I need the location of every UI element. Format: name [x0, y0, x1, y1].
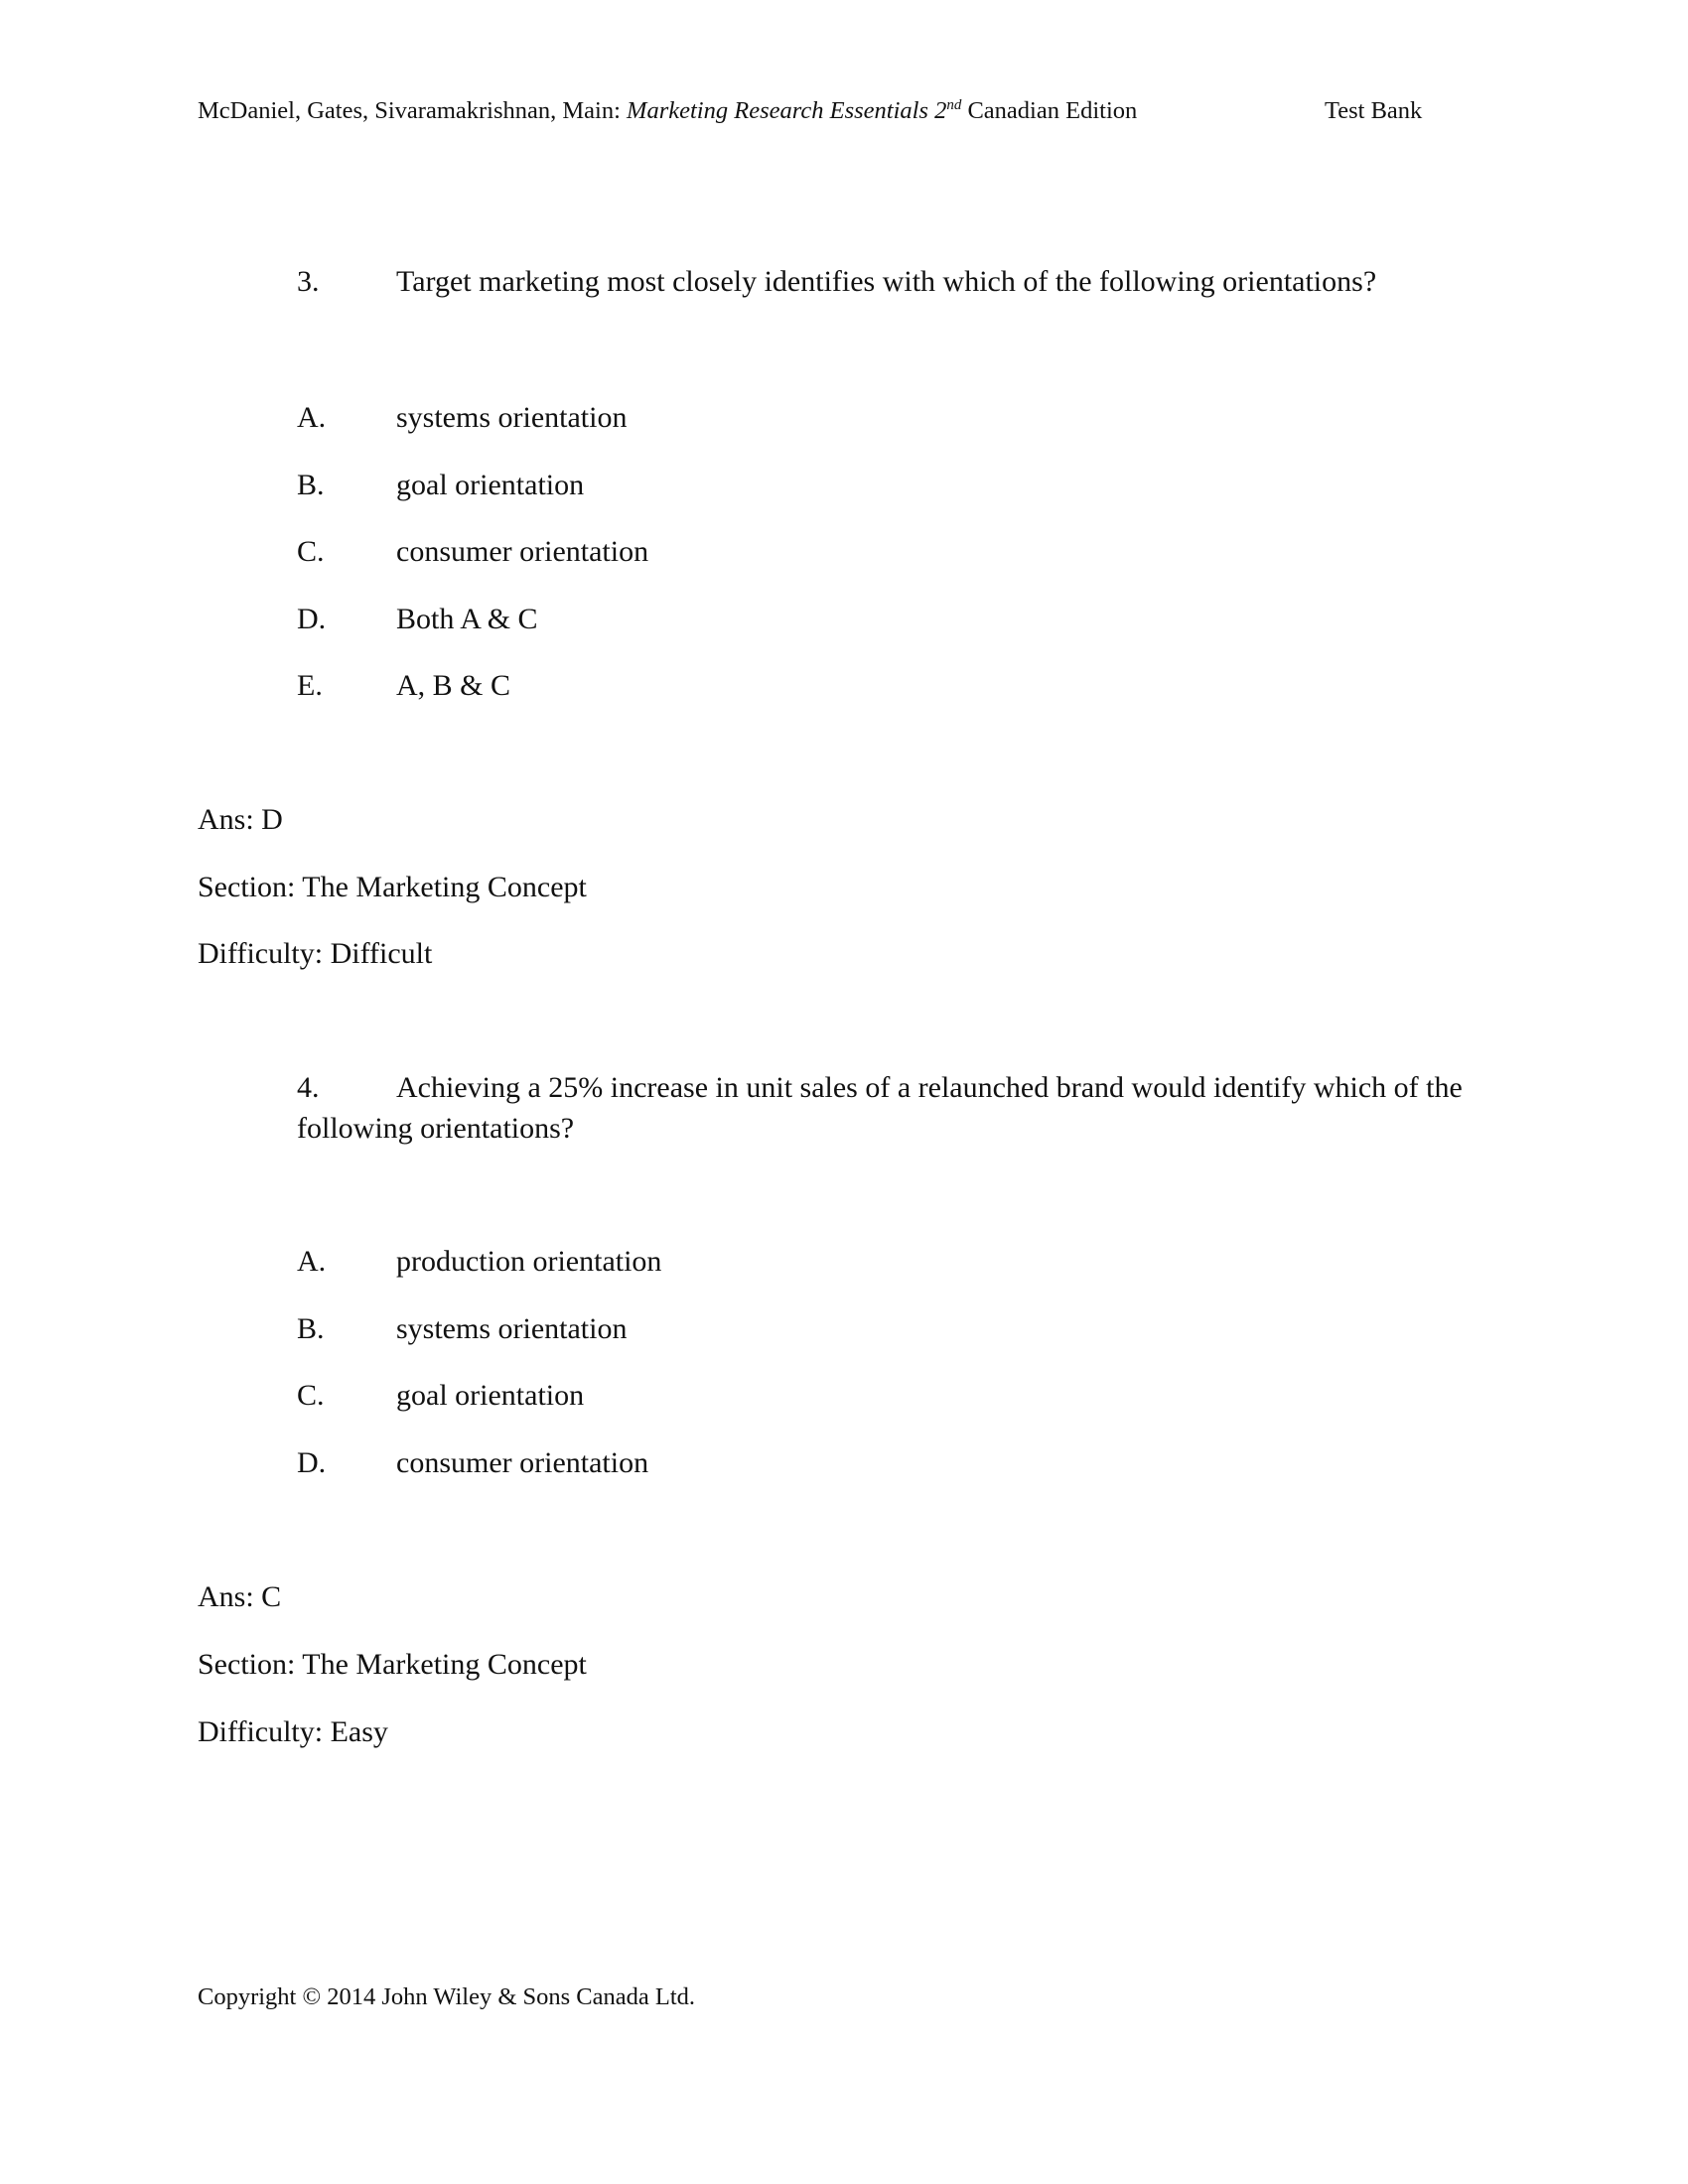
option-text: goal orientation [396, 469, 585, 501]
option-letter: A. [297, 401, 327, 434]
option-text: production orientation [396, 1245, 662, 1278]
header-book-title: Marketing Research Essentials 2 [627, 97, 947, 124]
header-superscript: nd [946, 97, 962, 113]
header-authors: McDaniel, Gates, Sivaramakrishnan, Main: [198, 97, 628, 124]
option-text: systems orientation [396, 401, 628, 434]
section-line: Section: The Marketing Concept [198, 1648, 587, 1681]
option-letter: B. [297, 469, 325, 501]
answer-line: Ans: C [198, 1580, 282, 1613]
page-header [198, 97, 1429, 133]
header-test-bank-label: Test Bank [1325, 97, 1423, 124]
question-number: 4. [297, 1071, 320, 1104]
question-4 [297, 1067, 1508, 1149]
header-edition: Canadian Edition [961, 97, 1138, 124]
option-text: A, B & C [396, 669, 511, 702]
option-letter: C. [297, 1379, 325, 1412]
copyright-footer: Copyright © 2014 John Wiley & Sons Canada Ltd. [198, 1983, 696, 2010]
option-text: Both A & C [396, 603, 538, 635]
option-letter: B. [297, 1312, 325, 1345]
question-number: 3. [297, 265, 320, 298]
option-text: consumer orientation [396, 1446, 649, 1479]
option-letter: D. [297, 1446, 327, 1479]
option-letter: E. [297, 669, 323, 702]
question-text: Achieving a 25% increase in unit sales of a relaunched brand would identify which of the following orientations? [297, 1071, 1463, 1145]
option-letter: D. [297, 603, 327, 635]
option-text: systems orientation [396, 1312, 628, 1345]
option-letter: C. [297, 535, 325, 568]
difficulty-line: Difficulty: Easy [198, 1715, 388, 1748]
difficulty-line: Difficulty: Difficult [198, 937, 433, 970]
header-citation [198, 97, 1137, 125]
option-letter: A. [297, 1245, 327, 1278]
section-line: Section: The Marketing Concept [198, 871, 587, 903]
answer-line: Ans: D [198, 803, 283, 836]
option-text: consumer orientation [396, 535, 649, 568]
question-text: Target marketing most closely identifies with which of the following orientations? [396, 265, 1377, 298]
option-text: goal orientation [396, 1379, 585, 1412]
